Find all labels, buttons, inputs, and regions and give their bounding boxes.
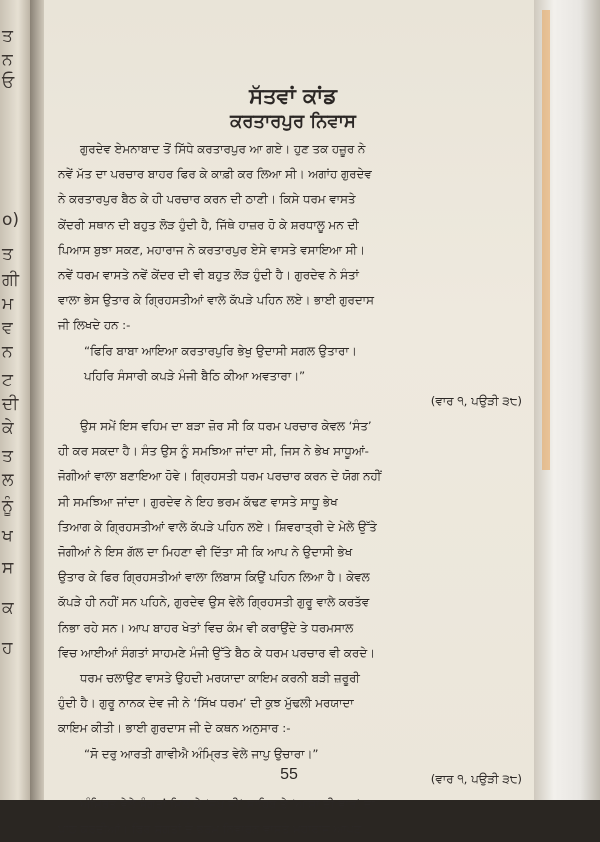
- text-line: ਨਵੇਂ ਧਰਮ ਵਾਸਤੇ ਨਵੇਂ ਕੇਂਦਰ ਦੀ ਵੀ ਬਹੁਤ ਲੋੜ ਹੁੰਦੀ ਹੈ। ਗੁਰਦੇਵ ਨੇ ਸੰਤਾਂ: [58, 267, 359, 282]
- chapter-title: ਸੱਤਵਾਂ ਕਾਂਡ: [249, 84, 337, 108]
- facing-page-fragment: ਵ: [2, 318, 13, 338]
- facing-page-fragment: o): [2, 210, 20, 230]
- text-line: ਉਸ ਸਮੇਂ ਇਸ ਵਹਿਮ ਦਾ ਬੜਾ ਜ਼ੋਰ ਸੀ ਕਿ ਧਰਮ ਪਰਚਾਰ ਕੇਵਲ ‘ਸੰਤ’: [80, 419, 372, 434]
- facing-page-fragment: ਕ: [2, 598, 14, 618]
- page-number: 55: [280, 766, 298, 783]
- facing-page-fragment: ਦੀ: [2, 394, 19, 414]
- facing-page-fragment: ਸ: [2, 558, 14, 578]
- facing-page-fragment: ਹ: [2, 638, 13, 658]
- text-line: ਨਿਭਾ ਰਹੇ ਸਨ। ਆਪ ਬਾਹਰ ਖੇਤਾਂ ਵਿਚ ਕੰਮ ਵੀ ਕਰਾਉਂਦੇ ਤੇ ਧਰਮਸਾਲ: [58, 620, 354, 635]
- quote-line: “ਫਿਰਿ ਬਾਬਾ ਆਇਆ ਕਰਤਾਰਪੁਰਿ ਭੇਖੁ ਉਦਾਸੀ ਸਗਲ ਉਤਾਰਾ।: [84, 343, 357, 358]
- facing-page: [0, 0, 30, 800]
- facing-page-fragment: ਨੂੰ: [2, 496, 14, 516]
- text-line: ਨਵੇਂ ਮੱਤ ਦਾ ਪਰਚਾਰ ਬਾਹਰ ਫਿਰ ਕੇ ਕਾਫ਼ੀ ਕਰ ਲਿਆ ਸੀ। ਅਗਾਂਹ ਗੁਰਦੇਵ: [58, 167, 372, 182]
- book-gutter: [30, 0, 44, 800]
- text-line: ਗੁਰਦੇਵ ਏਮਨਾਬਾਦ ਤੋਂ ਸਿੱਧੇ ਕਰਤਾਰਪੁਰ ਆ ਗਏ। ਹੁਣ ਤਕ ਹਜ਼ੂਰ ਨੇ: [80, 142, 366, 156]
- text-line: ਸੀ ਸਮਝਿਆ ਜਾਂਦਾ। ਗੁਰਦੇਵ ਨੇ ਇਹ ਭਰਮ ਕੱਢਣ ਵਾਸਤੇ ਸਾਧੂ ਭੇਖ: [58, 494, 338, 509]
- text-line: ਵਾਲਾ ਭੇਸ ਉਤਾਰ ਕੇ ਗ੍ਰਿਹਸਤੀਆਂ ਵਾਲੇ ਕੱਪੜੇ ਪਹਿਨ ਲਏ। ਭਾਈ ਗੁਰਦਾਸ: [58, 293, 374, 308]
- text-line: ਵਿਚ ਆਈਆਂ ਸੰਗਤਾਂ ਸਾਹਮਣੇ ਮੰਜੀ ਉੱਤੇ ਬੈਠ ਕੇ ਧਰਮ ਪਰਚਾਰ ਵੀ ਕਰਦੇ।: [58, 645, 375, 660]
- text-line: ਜੋਗੀਆਂ ਵਾਲਾ ਬਣਾਇਆ ਹੋਵੇ। ਗ੍ਰਿਹਸਤੀ ਧਰਮ ਪਰਚਾਰ ਕਰਨ ਦੇ ਯੋਗ ਨਹੀਂ: [58, 469, 382, 484]
- text-line: ਨੇ ਕਰਤਾਰਪੁਰ ਬੈਠ ਕੇ ਹੀ ਪਰਚਾਰ ਕਰਨ ਦੀ ਠਾਣੀ। ਕਿਸੇ ਧਰਮ ਵਾਸਤੇ: [58, 192, 356, 207]
- text-line: ਤਿਆਗ ਕੇ ਗ੍ਰਿਹਸਤੀਆਂ ਵਾਲੇ ਕੱਪੜੇ ਪਹਿਨ ਲਏ। ਸ਼ਿਵਰਾਤ੍ਰੀ ਦੇ ਮੇਲੇ ਉੱਤੇ: [58, 519, 377, 534]
- citation-line: (ਵਾਰ ੧, ਪਉੜੀ ੩੮): [430, 771, 522, 786]
- facing-page-fragment: ਖ: [2, 526, 13, 546]
- section-title: ਕਰਤਾਰਪੁਰ ਨਿਵਾਸ: [230, 111, 356, 132]
- facing-page-fragment: ਕੇ: [2, 418, 14, 438]
- body-text: [58, 137, 528, 842]
- edge-strip: [542, 10, 550, 470]
- page-text: [58, 84, 528, 842]
- facing-page-fragment: ਓ: [2, 72, 15, 92]
- facing-page-fragment: ਮ: [2, 294, 14, 314]
- facing-page-fragment: ਤ: [2, 244, 13, 264]
- text-line: ਹੀ ਕਰ ਸਕਦਾ ਹੈ। ਸੰਤ ਉਸ ਨੂੰ ਸਮਝਿਆ ਜਾਂਦਾ ਸੀ, ਜਿਸ ਨੇ ਭੇਖ ਸਾਧੂਆਂ-: [58, 444, 369, 459]
- facing-page-fragment: ਤ: [2, 26, 13, 46]
- text-line: ਪਾਠ ਕਰਦੀਆਂ। ਫਿਰ ਸੰਗਤਾਂ ਦੇ ਭਰਮ ਨਿਵਾਰਨ ਵਾਸਤੇ ਮਹਾਰਾਜ ਆਪਣੇ: [58, 822, 362, 837]
- text-line: ਹੁੰਦੀ ਹੈ। ਗੁਰੂ ਨਾਨਕ ਦੇਵ ਜੀ ਨੇ ‘ਸਿੱਖ ਧਰਮ’ ਦੀ ਕੁਝ ਮੁੱਢਲੀ ਮਰਯਾਦਾ: [58, 696, 354, 711]
- facing-page-fragment: ਟ: [2, 370, 13, 390]
- citation-line: (ਵਾਰ ੧, ਪਉੜੀ ੩੮): [430, 393, 522, 408]
- facing-page-fragment: ਨ: [2, 50, 13, 70]
- quote-line: “ਸੋ ਦਰੁ ਆਰਤੀ ਗਾਵੀਐ ਅੰਮ੍ਰਿਤ ਵੇਲੇ ਜਾਪੁ ਉਚਾਰਾ।”: [84, 746, 319, 761]
- text-line: ਧਰਮ ਚਲਾਉਣ ਵਾਸਤੇ ਉਹਦੀ ਮਰਯਾਦਾ ਕਾਇਮ ਕਰਨੀ ਬੜੀ ਜ਼ਰੂਰੀ: [80, 670, 360, 685]
- facing-page-fragment: ਤ: [2, 446, 13, 466]
- facing-page-fragment: ਲ: [2, 470, 14, 490]
- facing-page-fragment: ਗੀ: [2, 270, 19, 290]
- text-line: ਕੇਂਦਰੀ ਸਥਾਨ ਦੀ ਬਹੁਤ ਲੋੜ ਹੁੰਦੀ ਹੈ, ਜਿੱਥੇ ਹਾਜ਼ਰ ਹੋ ਕੇ ਸ਼ਰਧਾਲੂ ਮਨ ਦੀ: [58, 217, 359, 232]
- text-line: ਜੀ ਲਿਖਦੇ ਹਨ :-: [58, 318, 131, 333]
- book-edge: [534, 0, 600, 800]
- text-line: ਕਾਇਮ ਕੀਤੀ। ਭਾਈ ਗੁਰਦਾਸ ਜੀ ਦੇ ਕਥਨ ਅਨੁਸਾਰ :-: [58, 721, 291, 736]
- text-line: ਅੰਮ੍ਰਿਤ ਵੇਲੇ ਸੰਗਤਾਂ ਮਿਲ ਕੇ ‘ਜਪੁ ਜੀ’ ਸਾਹਿਬ ਤੇ ‘ਆਸਾ ਦੀ ਵਾਰ’ ਦਾ: [80, 796, 375, 811]
- text-line: ਉਤਾਰ ਕੇ ਫਿਰ ਗ੍ਰਿਹਸਤੀਆਂ ਵਾਲਾ ਲਿਬਾਸ ਕਿਉਂ ਪਹਿਨ ਲਿਆ ਹੈ। ਕੇਵਲ: [58, 570, 370, 585]
- quote-line: ਪਹਿਰਿ ਸੰਸਾਰੀ ਕਪੜੇ ਮੰਜੀ ਬੈਠਿ ਕੀਆ ਅਵਤਾਰਾ।”: [84, 368, 306, 383]
- text-line: ਜੋਗੀਆਂ ਨੇ ਇਸ ਗੱਲ ਦਾ ਮਿਹਣਾ ਵੀ ਦਿੱਤਾ ਸੀ ਕਿ ਆਪ ਨੇ ਉਦਾਸੀ ਭੇਖ: [58, 545, 353, 559]
- text-line: ਪਿਆਸ ਬੁਝਾ ਸਕਣ, ਮਹਾਰਾਜ ਨੇ ਕਰਤਾਰਪੁਰ ਏਸੇ ਵਾਸਤੇ ਵਸਾਇਆ ਸੀ।: [58, 242, 365, 257]
- text-line: ਕੱਪੜੇ ਹੀ ਨਹੀਂ ਸਨ ਪਹਿਨੇ, ਗੁਰਦੇਵ ਉਸ ਵੇਲੇ ਗ੍ਰਿਹਸਤੀ ਗੁਰੂ ਵਾਲੇ ਕਰਤੱਵ: [58, 595, 370, 610]
- facing-page-fragment: ਨ: [2, 342, 13, 362]
